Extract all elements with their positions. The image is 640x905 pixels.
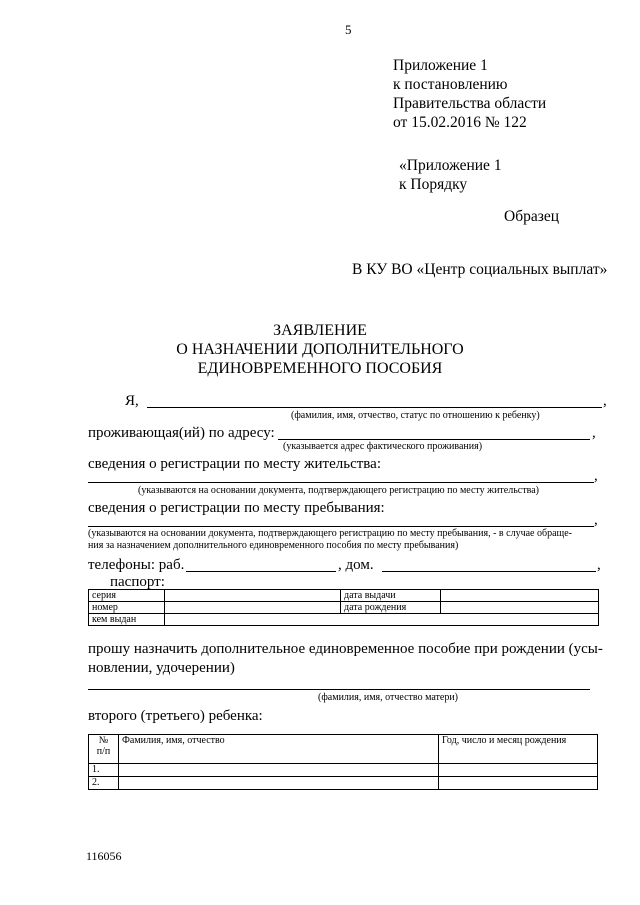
child-fio-cell[interactable] [119, 764, 439, 777]
mother-note: (фамилия, имя, отчество матери) [318, 692, 458, 703]
issue-date-value[interactable] [441, 590, 599, 602]
series-value[interactable] [165, 590, 341, 602]
residence-field[interactable] [278, 439, 590, 440]
home-label: , дом. [338, 557, 374, 573]
comma: , [594, 468, 598, 484]
residence-note: (указывается адрес фактического проживания) [283, 441, 483, 452]
addressee: В КУ ВО «Центр социальных выплат» [352, 261, 608, 278]
sample-label: Образец [504, 208, 560, 225]
stay-label: сведения о регистрации по месту пребывания: [88, 500, 385, 516]
col-num-header [89, 735, 119, 764]
page-title-line-3: ЕДИНОВРЕМЕННОГО ПОСОБИЯ [197, 360, 443, 377]
appendix-line-4: от 15.02.2016 № 122 [393, 114, 527, 131]
page-number: 5 [345, 22, 352, 37]
stay-note-1: (указываются на основании документа, подтверждающего регистрацию по месту пребывания, - в случае обраще- [88, 528, 572, 539]
phones-label: телефоны: раб. [88, 557, 185, 573]
col-fio-header: Фамилия, имя, отчество [119, 735, 439, 764]
footer-code: 116056 [86, 849, 122, 863]
table-row [89, 602, 599, 614]
child-dob-cell[interactable] [439, 764, 598, 777]
request-line-1: прошу назначить дополнительное единовременное пособие при рождении (усы- [88, 641, 603, 657]
row-number: 2. [89, 777, 119, 790]
mother-fio-field[interactable] [88, 689, 590, 690]
comma: , [594, 512, 598, 528]
table-row [89, 764, 598, 777]
request-line-2: новлении, удочерении) [88, 660, 235, 676]
comma: , [597, 557, 601, 573]
home-phone-field[interactable] [382, 571, 596, 572]
issued-by-value[interactable] [165, 614, 599, 626]
row-number: 1. [89, 764, 119, 777]
page-title-line-2: О НАЗНАЧЕНИИ ДОПОЛНИТЕЛЬНОГО [176, 341, 464, 358]
page-title-line-1: ЗАЯВЛЕНИЕ [273, 322, 367, 339]
table-row [89, 777, 598, 790]
fio-field[interactable] [147, 407, 602, 408]
appendix-line-2: к постановлению [393, 76, 508, 93]
number-value[interactable] [165, 602, 341, 614]
appendix-line-3: Правительства области [393, 95, 547, 112]
series-label: серия [89, 590, 165, 602]
stay-field[interactable] [88, 526, 594, 527]
appendix-line-1: Приложение 1 [393, 57, 488, 74]
number-label: номер [89, 602, 165, 614]
col-dob-header: Год, число и месяц рождения [439, 735, 598, 764]
comma: , [603, 393, 607, 409]
col-num-line-2: п/п [96, 746, 111, 757]
stay-note-2: ния за назначением дополнительного единовременного пособия по месту пребывания) [88, 540, 459, 551]
passport-table [88, 589, 599, 626]
registration-note: (указываются на основании документа, подтверждающего регистрацию по месту жительства) [138, 485, 539, 496]
work-phone-field[interactable] [186, 571, 336, 572]
birth-date-label: дата рождения [341, 602, 441, 614]
table-row [89, 735, 598, 764]
child-dob-cell[interactable] [439, 777, 598, 790]
issued-by-label: кем выдан [89, 614, 165, 626]
passport-label: паспорт: [110, 574, 165, 590]
registration-label: сведения о регистрации по месту жительства: [88, 456, 381, 472]
fio-note: (фамилия, имя, отчество, статус по отношению к ребенку) [291, 410, 540, 421]
residence-label: проживающая(ий) по адресу: [88, 425, 275, 441]
table-row [89, 590, 599, 602]
col-num-line-1: № [98, 735, 109, 746]
appendix2-line-1: «Приложение 1 [399, 157, 502, 174]
table-row [89, 614, 599, 626]
birth-date-value[interactable] [441, 602, 599, 614]
registration-field[interactable] [88, 482, 594, 483]
children-table [88, 734, 598, 790]
child-fio-cell[interactable] [119, 777, 439, 790]
ya-label: Я, [125, 393, 139, 409]
child-label: второго (третьего) ребенка: [88, 708, 263, 724]
comma: , [592, 425, 596, 441]
appendix2-line-2: к Порядку [399, 176, 468, 193]
issue-date-label: дата выдачи [341, 590, 441, 602]
